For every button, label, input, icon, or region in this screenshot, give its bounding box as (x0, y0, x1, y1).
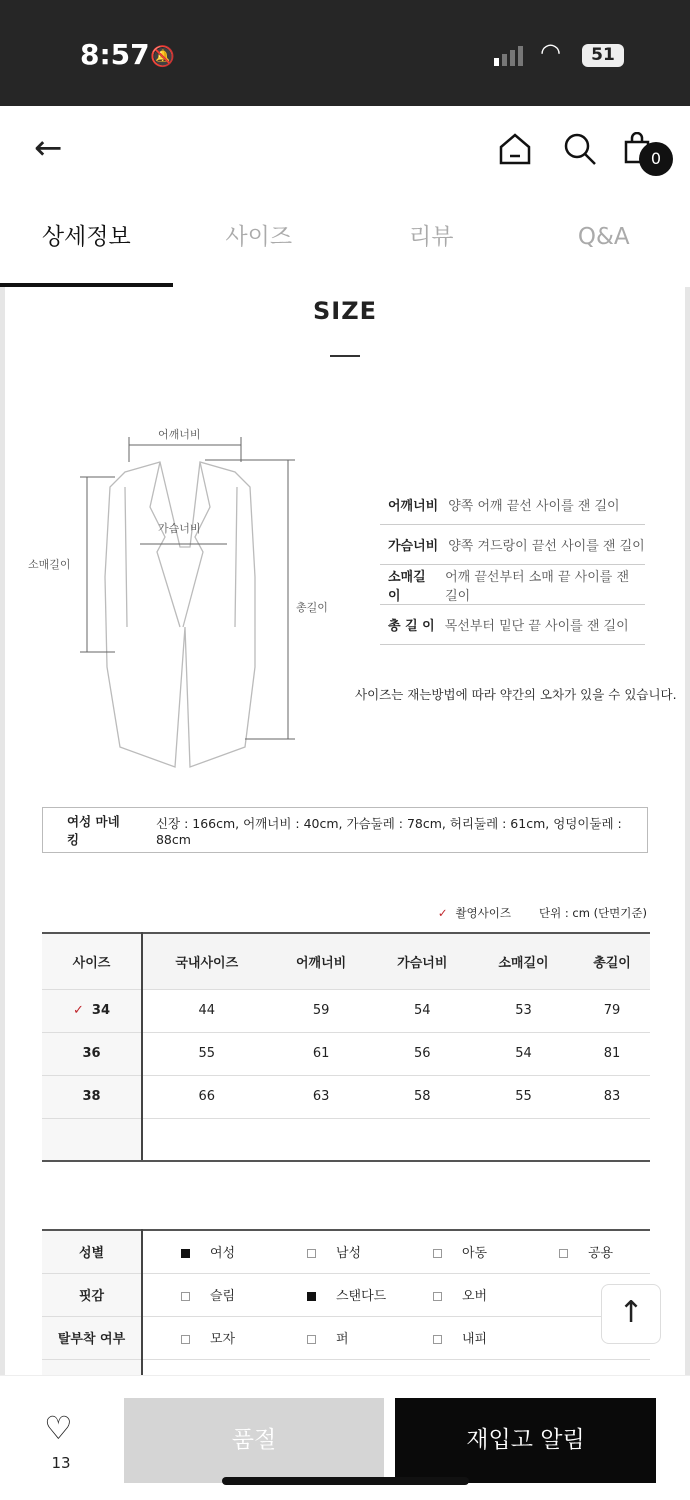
attribute-row (42, 1359, 650, 1375)
column-header: 총길이 (574, 933, 650, 989)
definition-desc: 양쪽 어깨 끝선 사이를 잰 길이 (448, 499, 620, 514)
diagram-label-sleeve: 소매길이 (28, 558, 71, 571)
table-cell: 55 (142, 1032, 271, 1075)
size-cell (42, 989, 142, 1032)
attribute-option (143, 1328, 269, 1347)
option-label: 내피 (462, 1332, 488, 1347)
definition-row (380, 485, 645, 525)
back-arrow-icon[interactable]: ← (34, 128, 63, 168)
option-label: 오버 (462, 1289, 488, 1304)
definition-row (380, 565, 645, 605)
silent-bell-icon: 🔕 (150, 44, 175, 68)
size-cell: 36 (42, 1032, 142, 1075)
size-table (42, 932, 650, 1162)
shot-size-check-icon: ✓ (73, 1003, 84, 1018)
status-bar (0, 0, 690, 106)
size-heading: SIZE (312, 297, 377, 325)
cellular-signal-icon (494, 44, 523, 66)
product-tabs (0, 192, 690, 287)
clock: 8:57 (80, 38, 150, 71)
table-cell: 53 (473, 989, 574, 1032)
attribute-row (42, 1230, 650, 1273)
table-row-empty (42, 1118, 650, 1161)
definition-term: 가슴너비 (388, 539, 439, 554)
scroll-to-top-button[interactable]: ↑ (601, 1284, 661, 1344)
heart-icon[interactable]: ♡ (44, 1409, 73, 1447)
definition-term: 어깨너비 (388, 499, 439, 514)
table-cell: 59 (271, 989, 372, 1032)
attribute-options (142, 1316, 650, 1359)
unchecked-box-icon (307, 1335, 316, 1344)
mannequin-measurements: 신장 : 166cm, 어깨너비 : 40cm, 가슴둘레 : 78cm, 허리둘레 : 61cm, 엉덩이둘레 : 88cm (155, 815, 622, 847)
attribute-row (42, 1273, 650, 1316)
sold-out-button: 품절 (124, 1398, 384, 1483)
check-icon: ✓ (437, 906, 448, 920)
tab-qna[interactable]: Q&A (577, 224, 630, 250)
app-header (0, 106, 690, 192)
table-cell: 44 (142, 989, 271, 1032)
table-cell: 55 (473, 1075, 574, 1118)
checked-box-icon (181, 1249, 190, 1258)
attribute-options (142, 1273, 650, 1316)
attribute-option (143, 1285, 269, 1304)
size-legend (438, 905, 647, 921)
table-cell (142, 1118, 650, 1161)
definition-term: 총 길 이 (388, 619, 435, 634)
size-cell: 38 (42, 1075, 142, 1118)
attributes-table (42, 1229, 650, 1375)
like-count: 13 (51, 1454, 71, 1472)
attribute-option (521, 1242, 647, 1261)
coat-diagram (65, 427, 315, 772)
table-cell: 54 (473, 1032, 574, 1075)
attribute-options (142, 1230, 650, 1273)
column-header: 소매길이 (473, 933, 574, 989)
table-header-row (42, 933, 650, 989)
shot-size-legend (438, 905, 511, 921)
checked-box-icon (307, 1292, 316, 1301)
column-header: 가슴너비 (372, 933, 473, 989)
column-header: 국내사이즈 (142, 933, 271, 989)
option-label: 공용 (588, 1246, 614, 1262)
option-label: 모자 (210, 1332, 236, 1347)
table-row (42, 989, 650, 1032)
option-label: 아동 (462, 1246, 488, 1262)
unchecked-box-icon (433, 1335, 442, 1344)
definition-desc: 목선부터 밑단 끝 사이를 잰 길이 (444, 619, 629, 634)
home-indicator (222, 1477, 469, 1485)
attribute-option (269, 1285, 395, 1304)
option-label: 여성 (210, 1246, 236, 1262)
table-cell: 61 (271, 1032, 372, 1075)
size-content (0, 287, 690, 1375)
column-header: 어깨너비 (271, 933, 372, 989)
column-header: 사이즈 (42, 933, 142, 989)
diagram-label-chest: 가슴너비 (158, 522, 201, 535)
attribute-row (42, 1316, 650, 1359)
measurement-definitions (380, 485, 645, 645)
attribute-label: 탈부착 여부 (42, 1316, 142, 1359)
unchecked-box-icon (307, 1249, 316, 1258)
table-cell (42, 1118, 142, 1161)
attribute-option (269, 1328, 395, 1347)
unchecked-box-icon (433, 1292, 442, 1301)
attribute-option (395, 1242, 521, 1261)
definition-row (380, 605, 645, 645)
restock-alert-button[interactable]: 재입고 알림 (395, 1398, 656, 1483)
tab-details[interactable]: 상세정보 (0, 192, 173, 287)
tab-size[interactable]: 사이즈 (225, 224, 293, 250)
attribute-option (395, 1285, 521, 1304)
attribute-option (143, 1242, 269, 1261)
search-icon[interactable] (563, 132, 597, 166)
unchecked-box-icon (559, 1249, 568, 1258)
table-row (42, 1032, 650, 1075)
home-icon[interactable] (498, 132, 532, 166)
unchecked-box-icon (433, 1249, 442, 1258)
mannequin-label: 여성 마네킹 (67, 814, 120, 847)
battery-indicator: 51 (582, 44, 624, 67)
divider (330, 355, 360, 357)
size-value: 34 (91, 1003, 110, 1018)
option-label: 슬림 (210, 1289, 236, 1304)
diagram-label-total: 총길이 (296, 601, 328, 614)
option-label: 스탠다드 (336, 1289, 387, 1304)
definition-desc: 어깨 끝선부터 소매 끝 사이를 잰 길이 (445, 569, 630, 604)
unchecked-box-icon (181, 1335, 190, 1344)
attribute-label: 핏감 (42, 1273, 142, 1316)
option-label: 퍼 (336, 1332, 349, 1347)
diagram-label-shoulder: 어깨너비 (158, 428, 201, 441)
table-cell: 56 (372, 1032, 473, 1075)
table-row (42, 1075, 650, 1118)
attribute-option (269, 1242, 395, 1261)
attribute-option (395, 1328, 521, 1347)
table-cell: 66 (142, 1075, 271, 1118)
definition-row (380, 525, 645, 565)
table-cell: 54 (372, 989, 473, 1032)
attribute-options (142, 1359, 650, 1375)
tab-reviews[interactable]: 리뷰 (409, 224, 454, 250)
table-cell: 81 (574, 1032, 650, 1075)
table-cell: 79 (574, 989, 650, 1032)
definition-term: 소매길이 (388, 569, 426, 604)
table-cell: 63 (271, 1075, 372, 1118)
cart-count-badge: 0 (639, 142, 673, 176)
mannequin-info (42, 807, 648, 853)
shot-size-label: 촬영사이즈 (455, 906, 511, 920)
table-cell: 83 (574, 1075, 650, 1118)
attribute-label (42, 1359, 142, 1375)
definition-desc: 양쪽 겨드랑이 끝선 사이를 잰 길이 (448, 539, 645, 554)
wifi-icon: ◠ (540, 38, 561, 66)
table-cell: 58 (372, 1075, 473, 1118)
option-label: 남성 (336, 1246, 362, 1262)
size-note: 사이즈는 재는방법에 따라 약간의 오차가 있을 수 있습니다. (355, 687, 677, 702)
unchecked-box-icon (181, 1292, 190, 1301)
attribute-label: 성별 (42, 1230, 142, 1273)
unit-label: 단위 : cm (단면기준) (539, 906, 647, 920)
